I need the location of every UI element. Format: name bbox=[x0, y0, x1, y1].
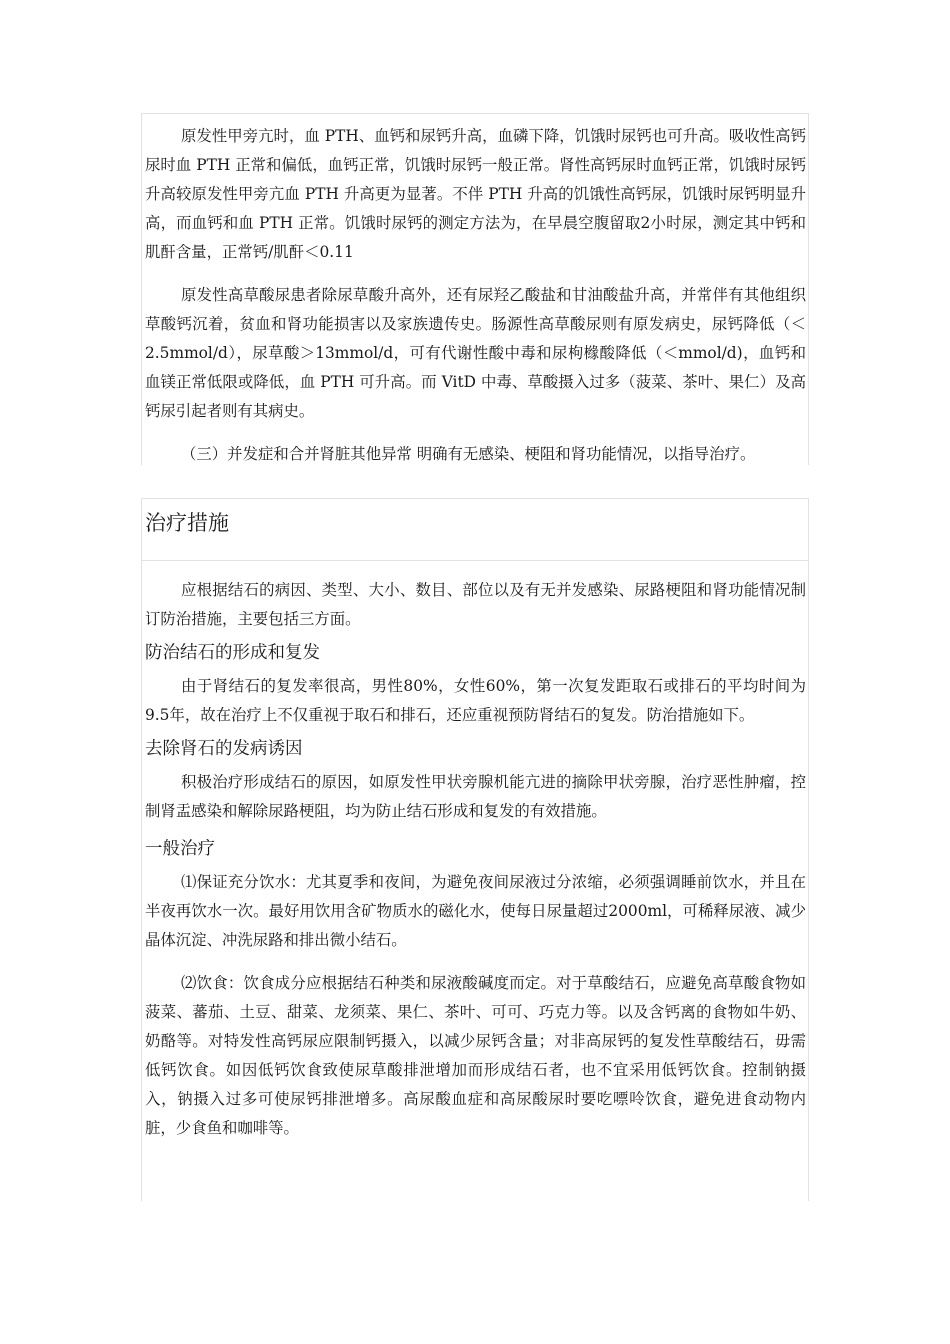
heading-general-treatment: 一般治疗 bbox=[145, 839, 215, 859]
paragraph-hyperoxaluria: 原发性高草酸尿患者除尿草酸升高外，还有尿羟乙酸盐和甘油酸盐升高，并常伴有其他组织草酸钙沉着，贫血和肾功能损害以及家族遗传史。肠源性高草酸尿则有原发病史，尿钙降低（＜2.5mmol/d），尿草酸＞13mmol/d，可有代谢性酸中毒和尿枸橼酸降低（＜mmol/d)，血钙和血镁正常低限或降低，血 PTH 可升高。而 VitD 中毒、草酸摄入过多（菠菜、茶叶、果仁）及高钙尿引起者则有其病史。 bbox=[145, 286, 806, 420]
paragraph-remove-causes: 积极治疗形成结石的原因，如原发性甲状旁腺机能亢进的摘除甲状旁腺，治疗恶性肿瘤，控制肾盂感染和解除尿路梗阻，均为防止结石形成和复发的有效措施。 bbox=[145, 773, 806, 820]
heading-remove-causes: 去除肾石的发病诱因 bbox=[145, 739, 303, 759]
paragraph-adequate-water: ⑴保证充分饮水：尤其夏季和夜间，为避免夜间尿液过分浓缩，必须强调睡前饮水，并且在半夜再饮水一次。最好用饮用含矿物质水的磁化水，使每日尿量超过2000ml，可稀释尿液、减少晶体沉淀、冲洗尿路和排出微小结石。 bbox=[145, 873, 806, 949]
paragraph-treatment-intro: 应根据结石的病因、类型、大小、数目、部位以及有无并发感染、尿路梗阻和肾功能情况制订防治措施，主要包括三方面。 bbox=[145, 581, 806, 628]
treatment-title-box bbox=[141, 498, 809, 561]
paragraph-hyperparathyroid-calcium: 原发性甲旁亢时，血 PTH、血钙和尿钙升高，血磷下降，饥饿时尿钙也可升高。吸收性高钙尿时血 PTH 正常和偏低，血钙正常，饥饿时尿钙一般正常。肾性高钙尿时血钙正常，饥饿时尿钙升高较原发性甲旁亢血 PTH 升高更为显著。不伴 PTH 升高的饥饿性高钙尿，饥饿时尿钙明显升高，而血钙和血 PTH 正常。饥饿时尿钙的测定方法为，在早晨空腹留取2小时尿，测定其中钙和肌酐含量，正常钙/肌酐＜0.11 bbox=[145, 127, 806, 261]
paragraph-prevent-recurrence: 由于肾结石的复发率很高，男性80%，女性60%，第一次复发距取石或排石的平均时间为9.5年，故在治疗上不仅重视于取石和排石，还应重视预防肾结石的复发。防治措施如下。 bbox=[145, 677, 806, 724]
paragraph-diet: ⑵饮食：饮食成分应根据结石种类和尿液酸碱度而定。对于草酸结石，应避免高草酸食物如菠菜、蕃茄、土豆、甜菜、龙须菜、果仁、茶叶、可可、巧克力等。以及含钙离的食物如牛奶、奶酪等。对特发性高钙尿应限制钙摄入，以减少尿钙含量；对非高尿钙的复发性草酸结石，毋需低钙饮食。如因低钙饮食致使尿草酸排泄增加而形成结石者，也不宜采用低钙饮食。控制钠摄入，钠摄入过多可使尿钙排泄增多。高尿酸血症和高尿酸尿时要吃嘌呤饮食，避免进食动物内脏，少食鱼和咖啡等。 bbox=[145, 974, 806, 1137]
diagnosis-continuation-box bbox=[141, 113, 809, 465]
section-title-treatment: 治疗措施 bbox=[145, 511, 229, 535]
paragraph-complications: （三）并发症和合并肾脏其他异常 明确有无感染、梗阻和肾功能情况，以指导治疗。 bbox=[181, 445, 756, 463]
heading-prevent-recurrence: 防治结石的形成和复发 bbox=[145, 643, 320, 663]
treatment-content-box bbox=[141, 561, 809, 1201]
